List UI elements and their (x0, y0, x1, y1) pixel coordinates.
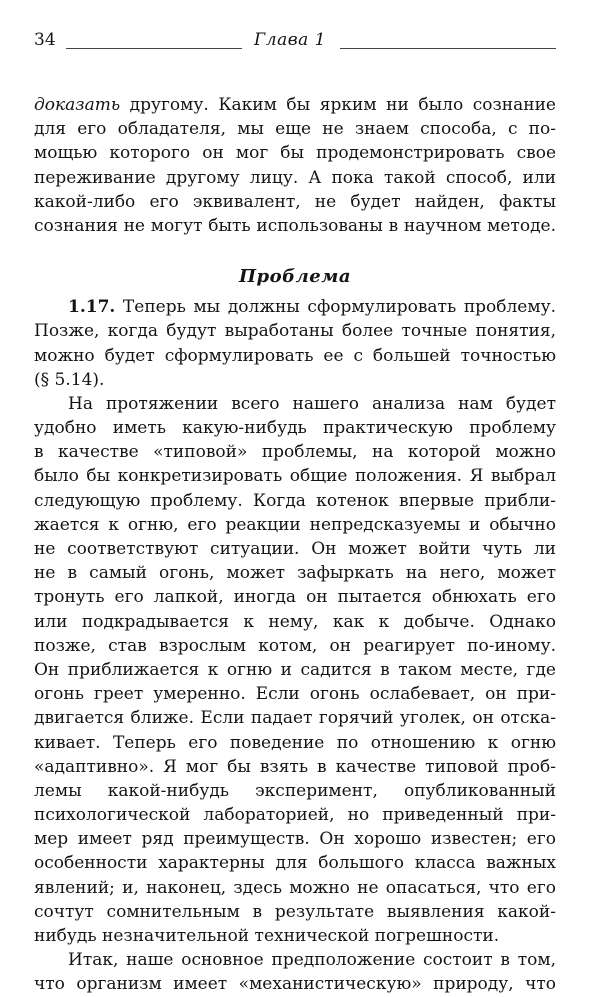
header-rule-right (340, 48, 556, 49)
text-line: следующую проблему. Когда котенок впервые прибли- (34, 490, 556, 511)
running-header (34, 30, 556, 56)
text-line: удобно иметь какую-нибудь практическую проблему (34, 418, 556, 439)
text-line: позже, став взрослым котом, он реагирует по-иному. (34, 635, 556, 656)
paragraph-3 (34, 392, 556, 948)
book-page (34, 30, 556, 997)
text-line: На протяжении всего нашего анализа нам будет (68, 393, 556, 414)
text-line: мер имеет ряд преимуществ. Он хорошо известен; его (34, 829, 556, 850)
text-line: огонь греет умеренно. Если огонь ослабевает, он при- (34, 684, 556, 705)
text-line: доказать другому. Каким бы ярким ни было сознание (34, 95, 556, 115)
text-line: что организм имеет «механистическую» природу, что (34, 974, 556, 995)
text-line: можно будет сформулировать ее с большей точностью (34, 345, 556, 366)
text-line: Он приближается к огню и садится в таком месте, где (34, 659, 556, 680)
text-line: психологической лабораторией, но приведенный при- (34, 805, 556, 826)
text-line: явлений; и, наконец, здесь можно не опасаться, что его (34, 877, 556, 898)
chapter-title: Глава 1 (254, 30, 326, 50)
page-number: 34 (34, 30, 56, 50)
text-line: (§ 5.14). (34, 369, 105, 390)
text-line: кивает. Теперь его поведение по отношению к огню (34, 732, 556, 753)
header-rule-left (66, 48, 242, 49)
text-line: тронуть его лапкой, иногда он пытается обнюхать его (34, 587, 556, 608)
text-line: для его обладателя, мы еще не знаем способа, с по- (34, 119, 556, 140)
italic-word: доказать (34, 95, 121, 115)
text-line: сознания не могут быть использованы в научном методе. (34, 215, 556, 236)
text-line: двигается ближе. Если падает горячий уголек, он отска- (34, 708, 556, 729)
text-line: особенности характерны для большого класса важных (34, 853, 556, 874)
text-line: «адаптивно». Я мог бы взять в качестве типовой проб- (34, 756, 556, 777)
text-line: в качестве «типовой» проблемы, на которой можно (34, 442, 556, 463)
paragraph-1 (34, 93, 556, 238)
section-number: 1.17. (68, 297, 116, 318)
paragraph-2 (34, 295, 556, 392)
text-line: какой-либо его эквивалент, не будет найден, факты (34, 191, 556, 212)
text-line: 1.17. Теперь мы должны сформулировать проблему. (68, 297, 556, 318)
text-line: жается к огню, его реакции непредсказуемы и обычно (34, 514, 556, 535)
text-line: Позже, когда будут выработаны более точные понятия, (34, 321, 556, 342)
text-line: или подкрадывается к нему, как к добыче. Однако (34, 611, 556, 632)
text-line: сочтут сомнительным в результате выявления какой- (34, 901, 556, 922)
text-line: было бы конкретизировать общие положения. Я выбрал (34, 466, 556, 487)
text-line: не соответствуют ситуации. Он может войти чуть ли (34, 539, 556, 559)
text-line: не в самый огонь, может зафыркать на него, может (34, 563, 556, 584)
section-heading: Проблема (239, 266, 351, 288)
text-line: Итак, наше основное предположение состоит в том, (68, 950, 556, 971)
text-line: лемы какой-нибудь эксперимент, опубликованный (34, 780, 556, 801)
text-line: мощью которого он мог бы продемонстрировать свое (34, 143, 556, 164)
paragraph-4 (34, 948, 556, 996)
text-line: нибудь незначительной технической погрешности. (34, 926, 500, 946)
text-line: переживание другому лицу. А пока такой способ, или (34, 167, 556, 188)
